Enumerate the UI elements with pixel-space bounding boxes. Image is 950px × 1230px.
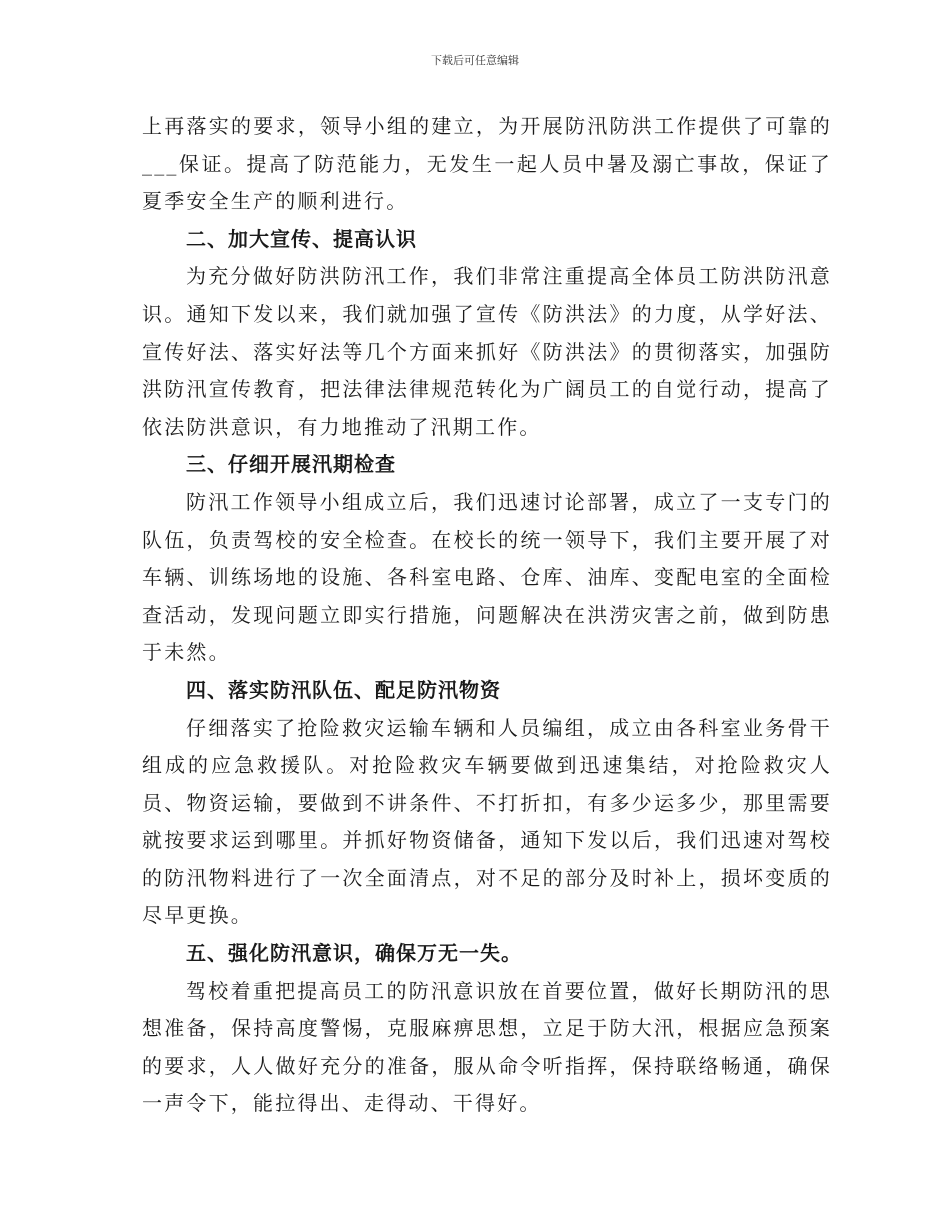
paragraph-section-2: 为充分做好防洪防汛工作，我们非常注重提高全体员工防洪防汛意识。通知下发以来，我们就加强了宣传《防洪法》的力度，从学好法、宣传好法、落实好法等几个方面来抓好《防洪法》的贯彻落实，加强防洪防汛宣传教育，把法律法律规范转化为广阔员工的自觉行动，提高了依法防洪意识，有力地推动了汛期工作。 (142, 264, 832, 439)
document-body (142, 108, 832, 1123)
section-heading-5: 五、强化防汛意识，确保万无一失。 (186, 941, 522, 966)
section-heading-2: 二、加大宣传、提高认识 (186, 226, 417, 251)
paragraph-section-5: 驾校着重把提高员工的防汛意识放在首要位置，做好长期防汛的思想准备，保持高度警惕，克服麻痹思想，立足于防大汛，根据应急预案的要求，人人做好充分的准备，服从命令听指挥，保持联络畅通，确保一声令下，能拉得出、走得动、干得好。 (142, 978, 832, 1116)
paragraph-section-4: 仔细落实了抢险救灾运输车辆和人员编组，成立由各科室业务骨干组成的应急救援队。对抢险救灾车辆要做到迅速集结，对抢险救灾人员、物资运输，要做到不讲条件、不打折扣，有多少运多少，那里需要就按要求运到哪里。并抓好物资储备，通知下发以后，我们迅速对驾校的防汛物料进行了一次全面清点，对不足的部分及时补上，损坏变质的尽早更换。 (142, 715, 832, 928)
paragraph-section-3: 防汛工作领导小组成立后，我们迅速讨论部署，成立了一支专门的队伍，负责驾校的安全检查。在校长的统一领导下，我们主要开展了对车辆、训练场地的设施、各科室电路、仓库、油库、变配电室的全面检查活动，发现问题立即实行措施，问题解决在洪涝灾害之前，做到防患于未然。 (142, 489, 832, 665)
paragraph-continuation: 上再落实的要求，领导小组的建立，为开展防汛防洪工作提供了可靠的___保证。提高了防范能力，无发生一起人员中暑及溺亡事故，保证了夏季安全生产的顺利进行。 (142, 114, 832, 214)
section-heading-3: 三、仔细开展汛期检查 (186, 452, 396, 477)
section-heading-4: 四、落实防汛队伍、配足防汛物资 (186, 677, 501, 702)
page-header-note: 下载后可任意编辑 (431, 54, 519, 67)
